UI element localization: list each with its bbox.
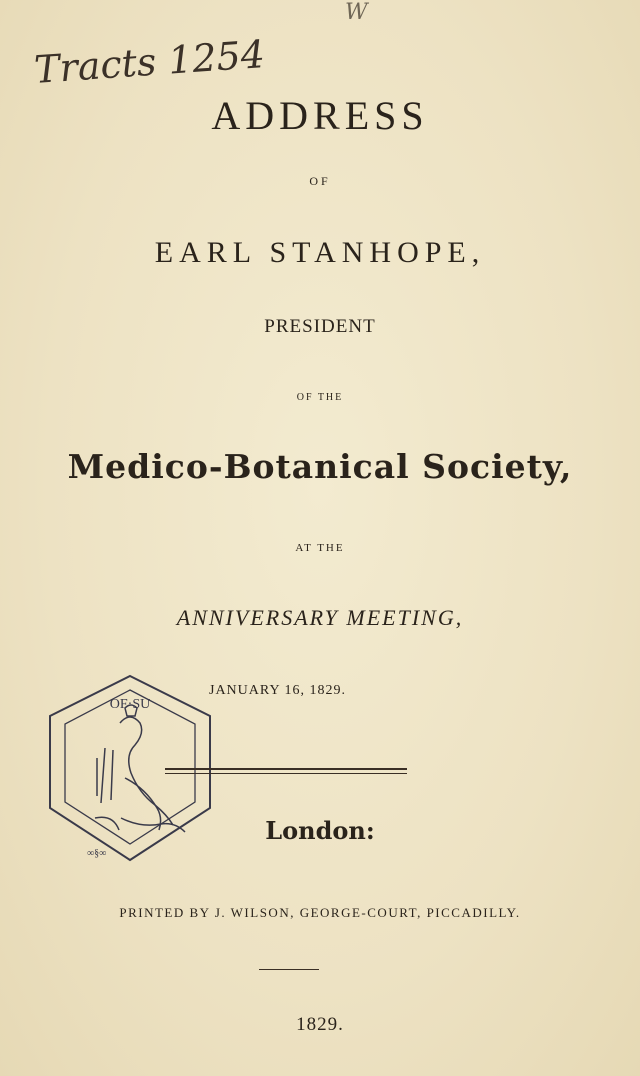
publication-place: London: [265,816,375,845]
short-divider [259,969,319,970]
page-title: ADDRESS [211,93,429,138]
author-name: EARL STANHOPE, [154,236,486,269]
author-title: PRESIDENT [264,316,376,337]
svg-text:OF·SU: OF·SU [109,697,151,712]
of-text: OF [309,174,331,188]
svg-text:∞§∞: ∞§∞ [87,848,107,859]
at-the-text: AT THE [295,542,345,554]
meeting-name: ANNIVERSARY MEETING, [176,605,464,630]
of-the-text: OF THE [296,392,344,403]
handwritten-marks: W [345,0,374,25]
publication-year: 1829. [296,1014,344,1035]
meeting-date: JANUARY 16, 1829. [209,683,347,698]
divider [165,768,407,774]
society-name: Medico-Botanical Society, [67,447,573,486]
printer-line: PRINTED BY J. WILSON, GEORGE-COURT, PICCADILLY. [119,905,521,920]
handwritten-shelfmark: Tracts 1254 [32,31,267,93]
